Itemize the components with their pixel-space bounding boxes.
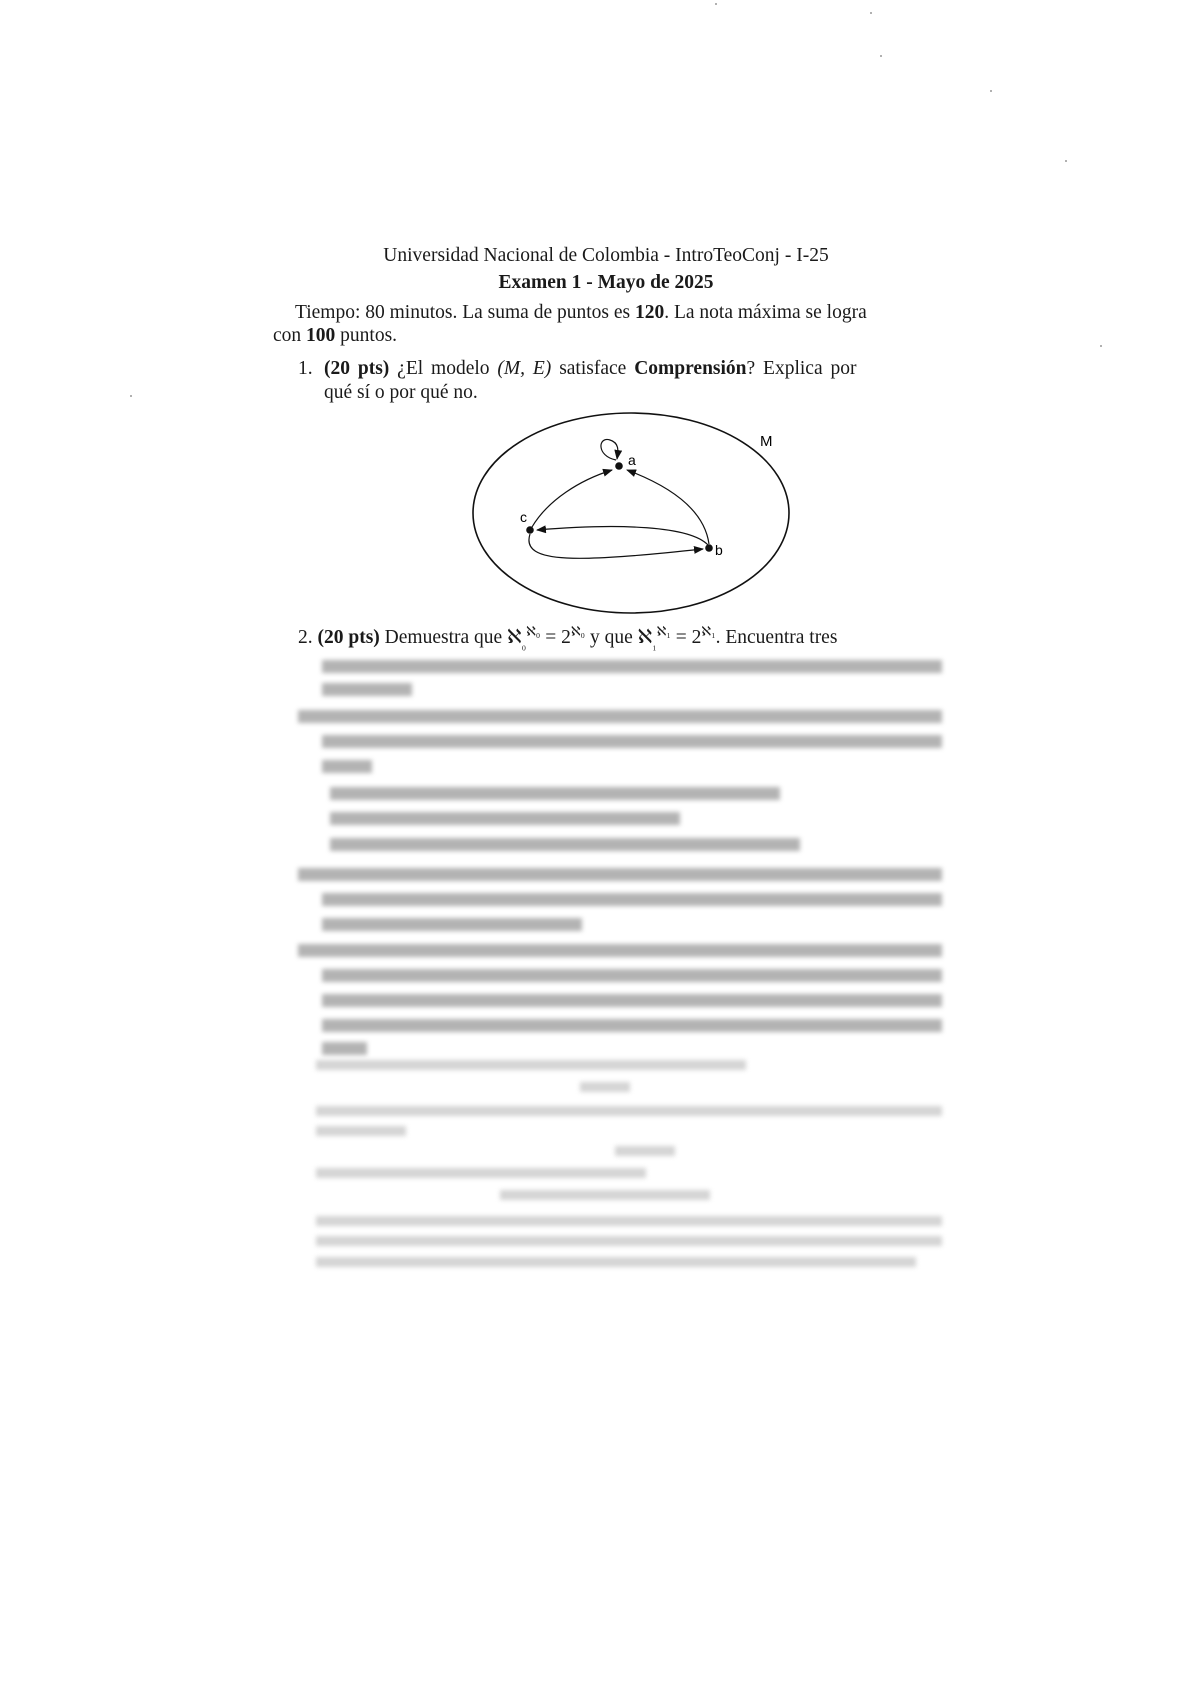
- node-c: [526, 526, 534, 534]
- set-label-m: M: [760, 433, 773, 450]
- keyword-comprension: Comprensión: [634, 358, 747, 379]
- edge-a-a: [601, 439, 618, 460]
- question-text: . Encuentra tres: [715, 627, 838, 648]
- total-points: 120: [634, 302, 665, 323]
- edge-b-c: [537, 527, 708, 545]
- edge-c-a: [532, 470, 612, 527]
- question-text: y que ℵ: [585, 627, 653, 648]
- question-text: satisface: [551, 358, 635, 379]
- model-diagram: [0, 0, 1190, 700]
- math-sub: ₀: [521, 635, 527, 651]
- question-points: (20 pts): [317, 627, 380, 648]
- node-b: [705, 544, 713, 552]
- math-text: = 2: [670, 627, 702, 648]
- node-a: [615, 462, 623, 470]
- edge-b-a: [627, 470, 709, 544]
- math-model: (M, E): [497, 358, 552, 379]
- question-text: Demuestra que ℵ: [379, 627, 522, 648]
- instructions-text: con: [273, 325, 307, 346]
- node-a-label: a: [628, 452, 636, 468]
- question-2-number: 2.: [298, 627, 313, 648]
- question-text: ¿El modelo: [389, 358, 498, 379]
- instructions-text: Tiempo: 80 minutos. La suma de puntos es: [295, 302, 635, 323]
- edge-c-b: [529, 534, 703, 558]
- math-sup: ℵ₁: [701, 623, 716, 639]
- exam-title: Examen 1 - Mayo de 2025: [498, 272, 714, 293]
- question-1-number: 1.: [298, 358, 313, 379]
- max-points: 100: [306, 325, 336, 346]
- math-text: = 2: [540, 627, 571, 648]
- node-b-label: b: [715, 542, 723, 558]
- math-sup: ℵ₁: [656, 623, 671, 639]
- math-sub: ₁: [652, 635, 657, 651]
- institution-line: Universidad Nacional de Colombia - IntroTeoConj - I-25: [383, 245, 829, 266]
- math-sup: ℵ₀: [526, 623, 541, 639]
- question-1-line-2: qué sí o por qué no.: [324, 382, 478, 403]
- question-2-line-1: [298, 625, 837, 649]
- question-points: (20 pts): [324, 358, 390, 379]
- math-sup: ℵ₀: [570, 623, 586, 639]
- node-c-label: c: [520, 509, 527, 525]
- instructions-text: puntos.: [335, 325, 398, 346]
- instructions-text: . La nota máxima se logra: [664, 302, 867, 323]
- question-text: ? Explica por: [746, 358, 857, 379]
